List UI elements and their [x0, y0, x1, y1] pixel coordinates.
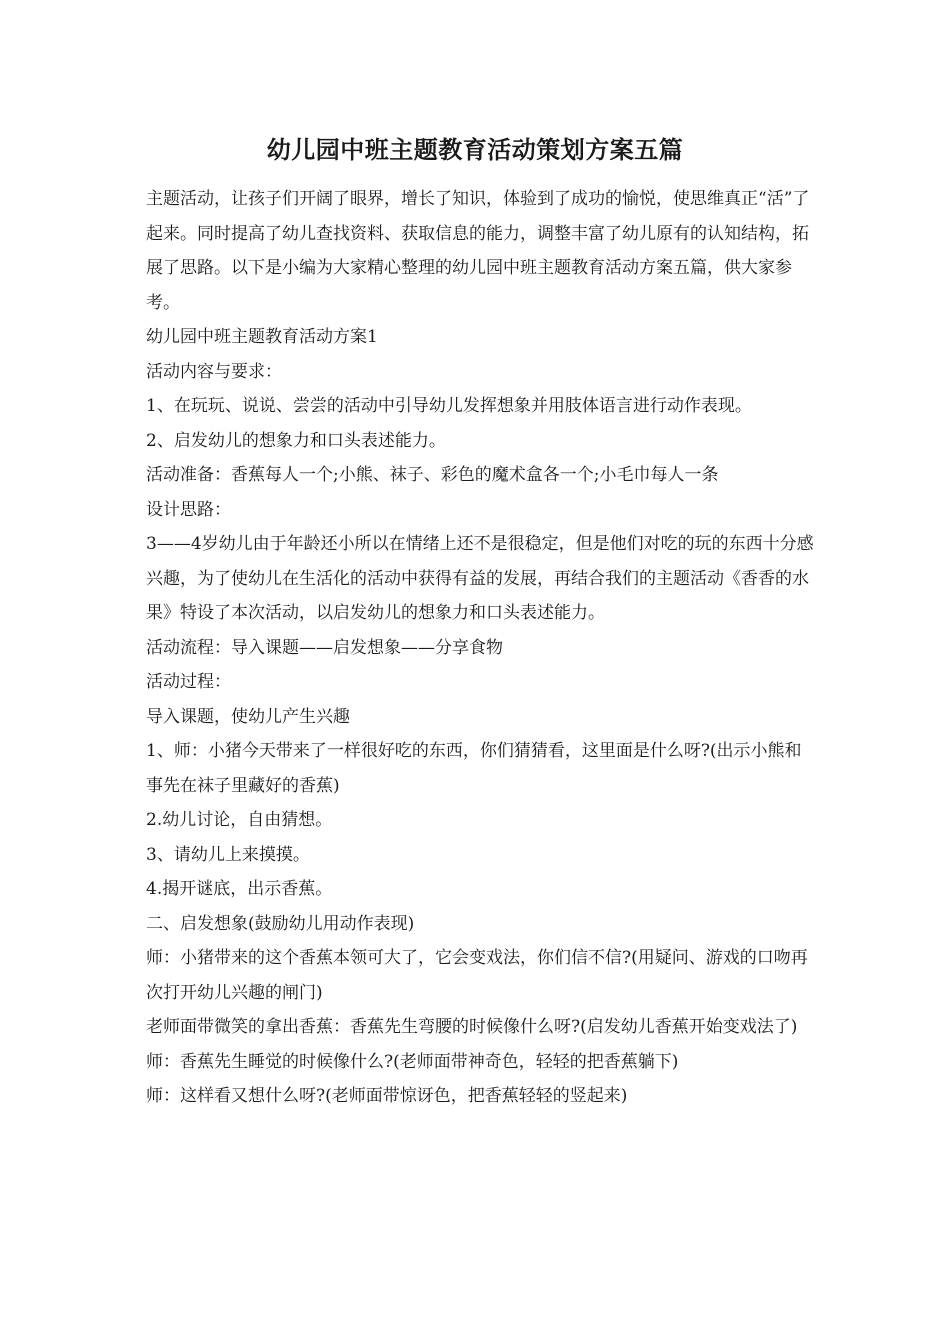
paragraph: 2、启发幼儿的想象力和口头表述能力。 — [146, 430, 446, 451]
paragraph: 3、请幼儿上来摸摸。 — [146, 844, 310, 865]
paragraph: 活动流程：导入课题——启发想象——分享食物 — [146, 637, 503, 658]
paragraph: 导入课题，使幼儿产生兴趣 — [146, 706, 350, 727]
section-heading: 幼儿园中班主题教育活动方案1 — [146, 327, 378, 347]
paragraph: 师：这样看又想什么呀?(老师面带惊讶色，把香蕉轻轻的竖起来) — [146, 1086, 628, 1106]
paragraph: 4.揭开谜底，出示香蕉。 — [146, 879, 333, 899]
paragraph: 1、师：小猪今天带来了一样很好吃的东西，你们猜猜看，这里面是什么呀?(出示小熊和事先在袜子里藏好的香蕉) — [146, 741, 802, 796]
paragraph: 活动内容与要求： — [146, 361, 282, 382]
paragraph: 1、在玩玩、说说、尝尝的活动中引导幼儿发挥想象并用肢体语言进行动作表现。 — [146, 396, 752, 416]
paragraph-intro: 主题活动，让孩子们开阔了眼界，增长了知识，体验到了成功的愉悦，使思维真正“活”了起来。同时提高了幼儿查找资料、获取信息的能力，调整丰富了幼儿原有的认知结构，拓展了思路。以下是小编为大家精心整理的幼儿园中班主题教育活动方案五篇，供大家参考。 — [146, 189, 810, 313]
paragraph: 二、启发想象(鼓励幼儿用动作表现) — [146, 913, 415, 934]
paragraph: 设计思路： — [146, 499, 231, 520]
paragraph: 老师面带微笑的拿出香蕉：香蕉先生弯腰的时候像什么呀?(启发幼儿香蕉开始变戏法了) — [146, 1017, 798, 1037]
paragraph: 活动过程： — [146, 672, 231, 692]
document-title: 幼儿园中班主题教育活动策划方案五篇 — [266, 135, 684, 164]
document-body — [146, 182, 818, 1114]
paragraph: 师：香蕉先生睡觉的时候像什么?(老师面带神奇色，轻轻的把香蕉躺下) — [146, 1051, 679, 1072]
paragraph: 2.幼儿讨论，自由猜想。 — [146, 810, 333, 830]
paragraph: 师：小猪带来的这个香蕉本领可大了，它会变戏法，你们信不信?(用疑问、游戏的口吻再次打开幼儿兴趣的闸门) — [146, 948, 808, 1003]
paragraph: 活动准备：香蕉每人一个;小熊、袜子、彩色的魔术盒各一个;小毛巾每人一条 — [146, 465, 719, 485]
paragraph: 3——4岁幼儿由于年龄还小所以在情绪上还不是很稳定，但是他们对吃的玩的东西十分感兴趣，为了使幼儿在生活化的活动中获得有益的发展，再结合我们的主题活动《香香的水果》特设了本次活动，以启发幼儿的想象力和口头表述能力。 — [146, 534, 814, 623]
